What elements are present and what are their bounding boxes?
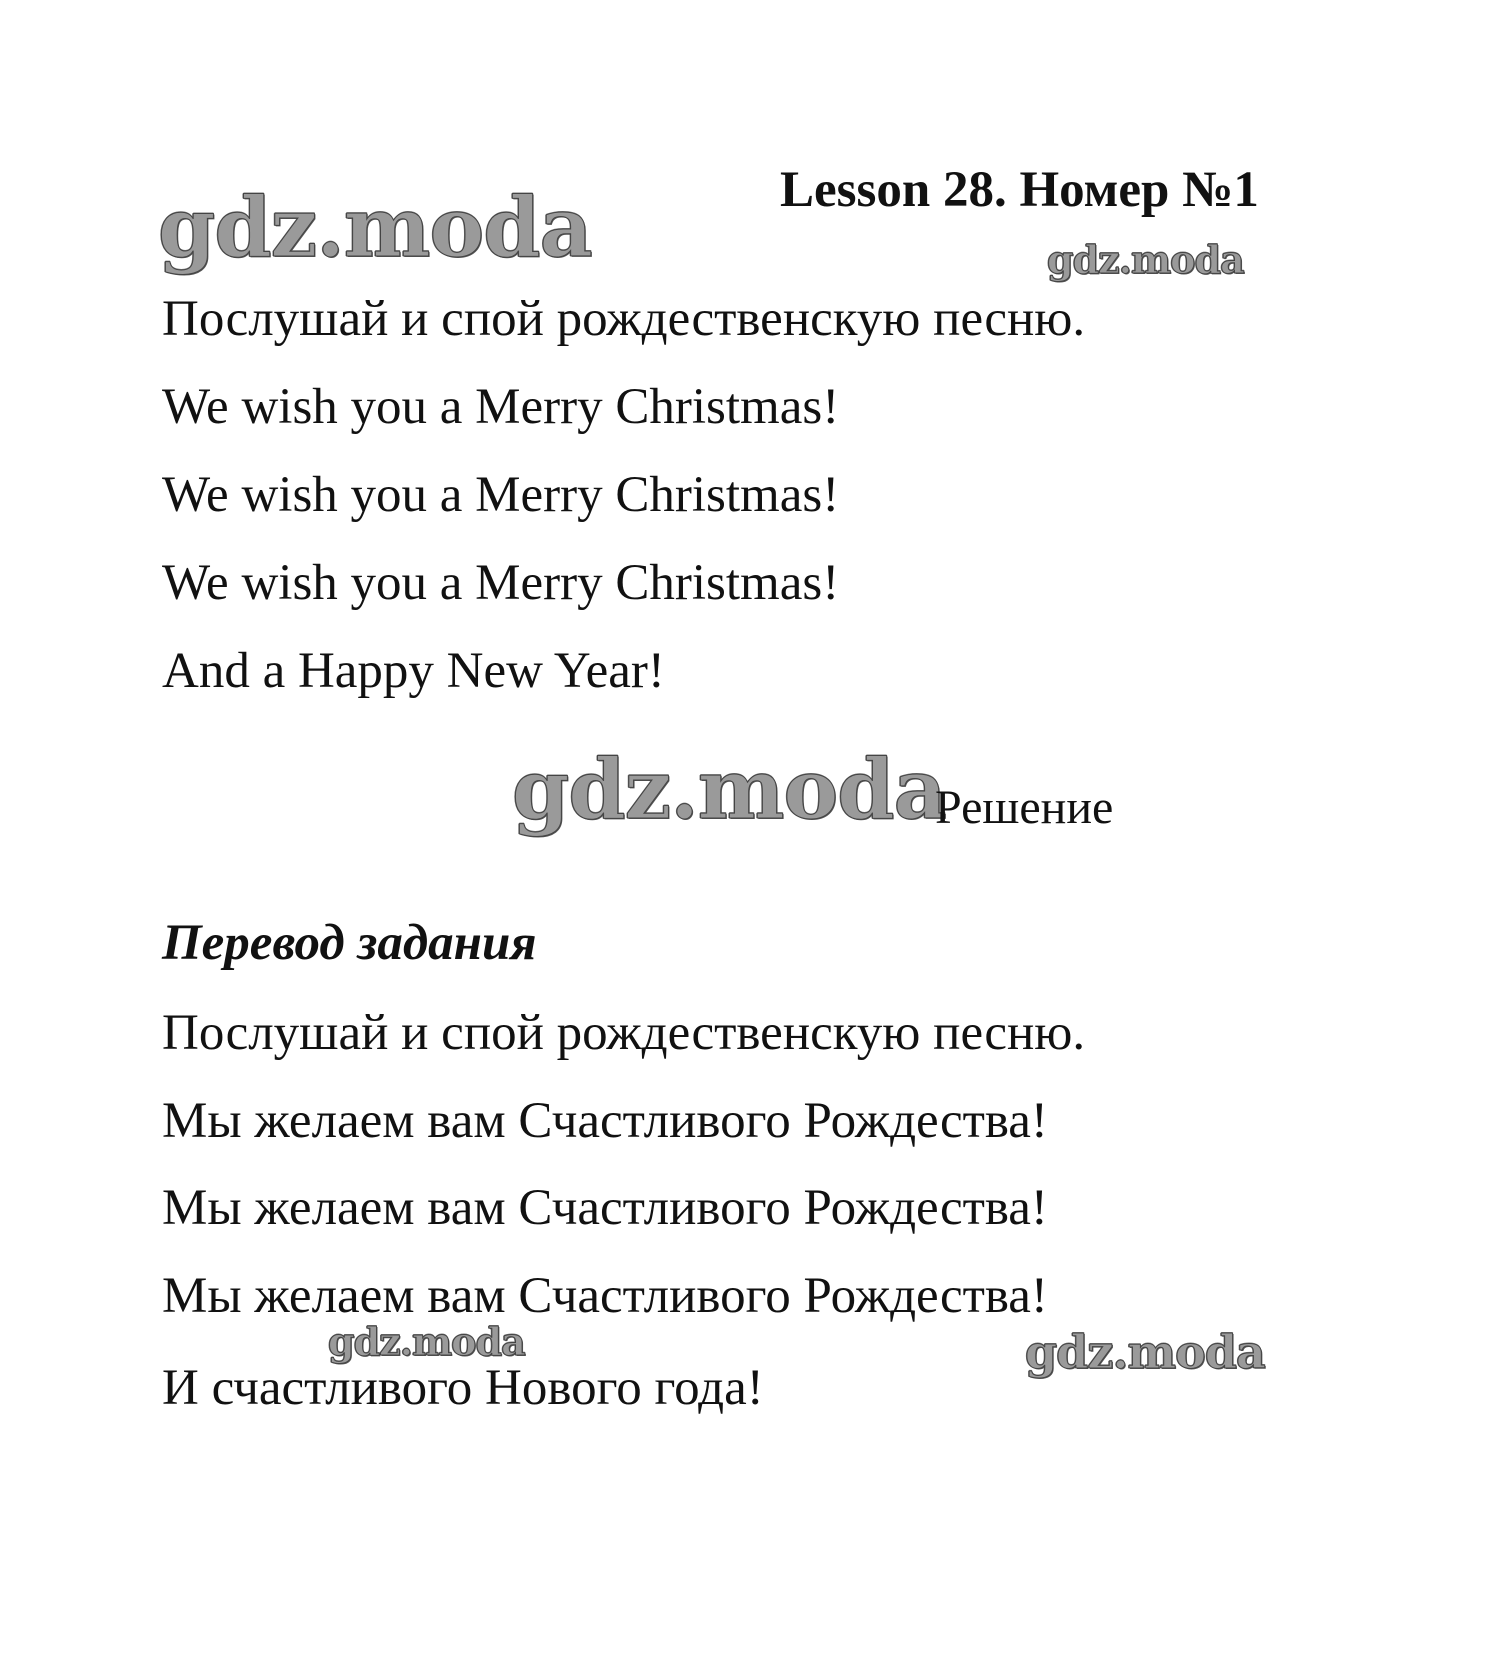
- task-instruction: Послушай и спой рождественскую песню.: [162, 291, 1086, 347]
- watermark-logo-top-right: gdz.moda: [1047, 237, 1244, 282]
- translation-line-3: Мы желаем вам Счастливого Рождества!: [162, 1268, 1048, 1324]
- song-line-1: We wish you a Merry Christmas!: [162, 379, 840, 435]
- song-line-2: We wish you a Merry Christmas!: [162, 467, 840, 523]
- translation-line-2: Мы желаем вам Счастливого Рождества!: [162, 1180, 1048, 1236]
- translation-heading: Перевод задания: [162, 915, 537, 971]
- song-line-4: And a Happy New Year!: [162, 643, 665, 699]
- song-line-3: We wish you a Merry Christmas!: [162, 555, 840, 611]
- watermark-logo-bottom-right: gdz.moda: [1025, 1325, 1265, 1379]
- translation-instruction: Послушай и спой рождественскую песню.: [162, 1005, 1086, 1061]
- page-title: Lesson 28. Номер №1: [780, 162, 1259, 218]
- translation-line-1: Мы желаем вам Счастливого Рождества!: [162, 1093, 1048, 1149]
- solution-label: Решение: [935, 781, 1114, 834]
- watermark-logo-middle: gdz.moda: [512, 742, 946, 838]
- translation-line-4: И счастливого Нового года!: [162, 1360, 764, 1416]
- watermark-logo-top-left: gdz.moda: [158, 180, 592, 276]
- watermark-logo-bottom-left: gdz.moda: [328, 1319, 525, 1364]
